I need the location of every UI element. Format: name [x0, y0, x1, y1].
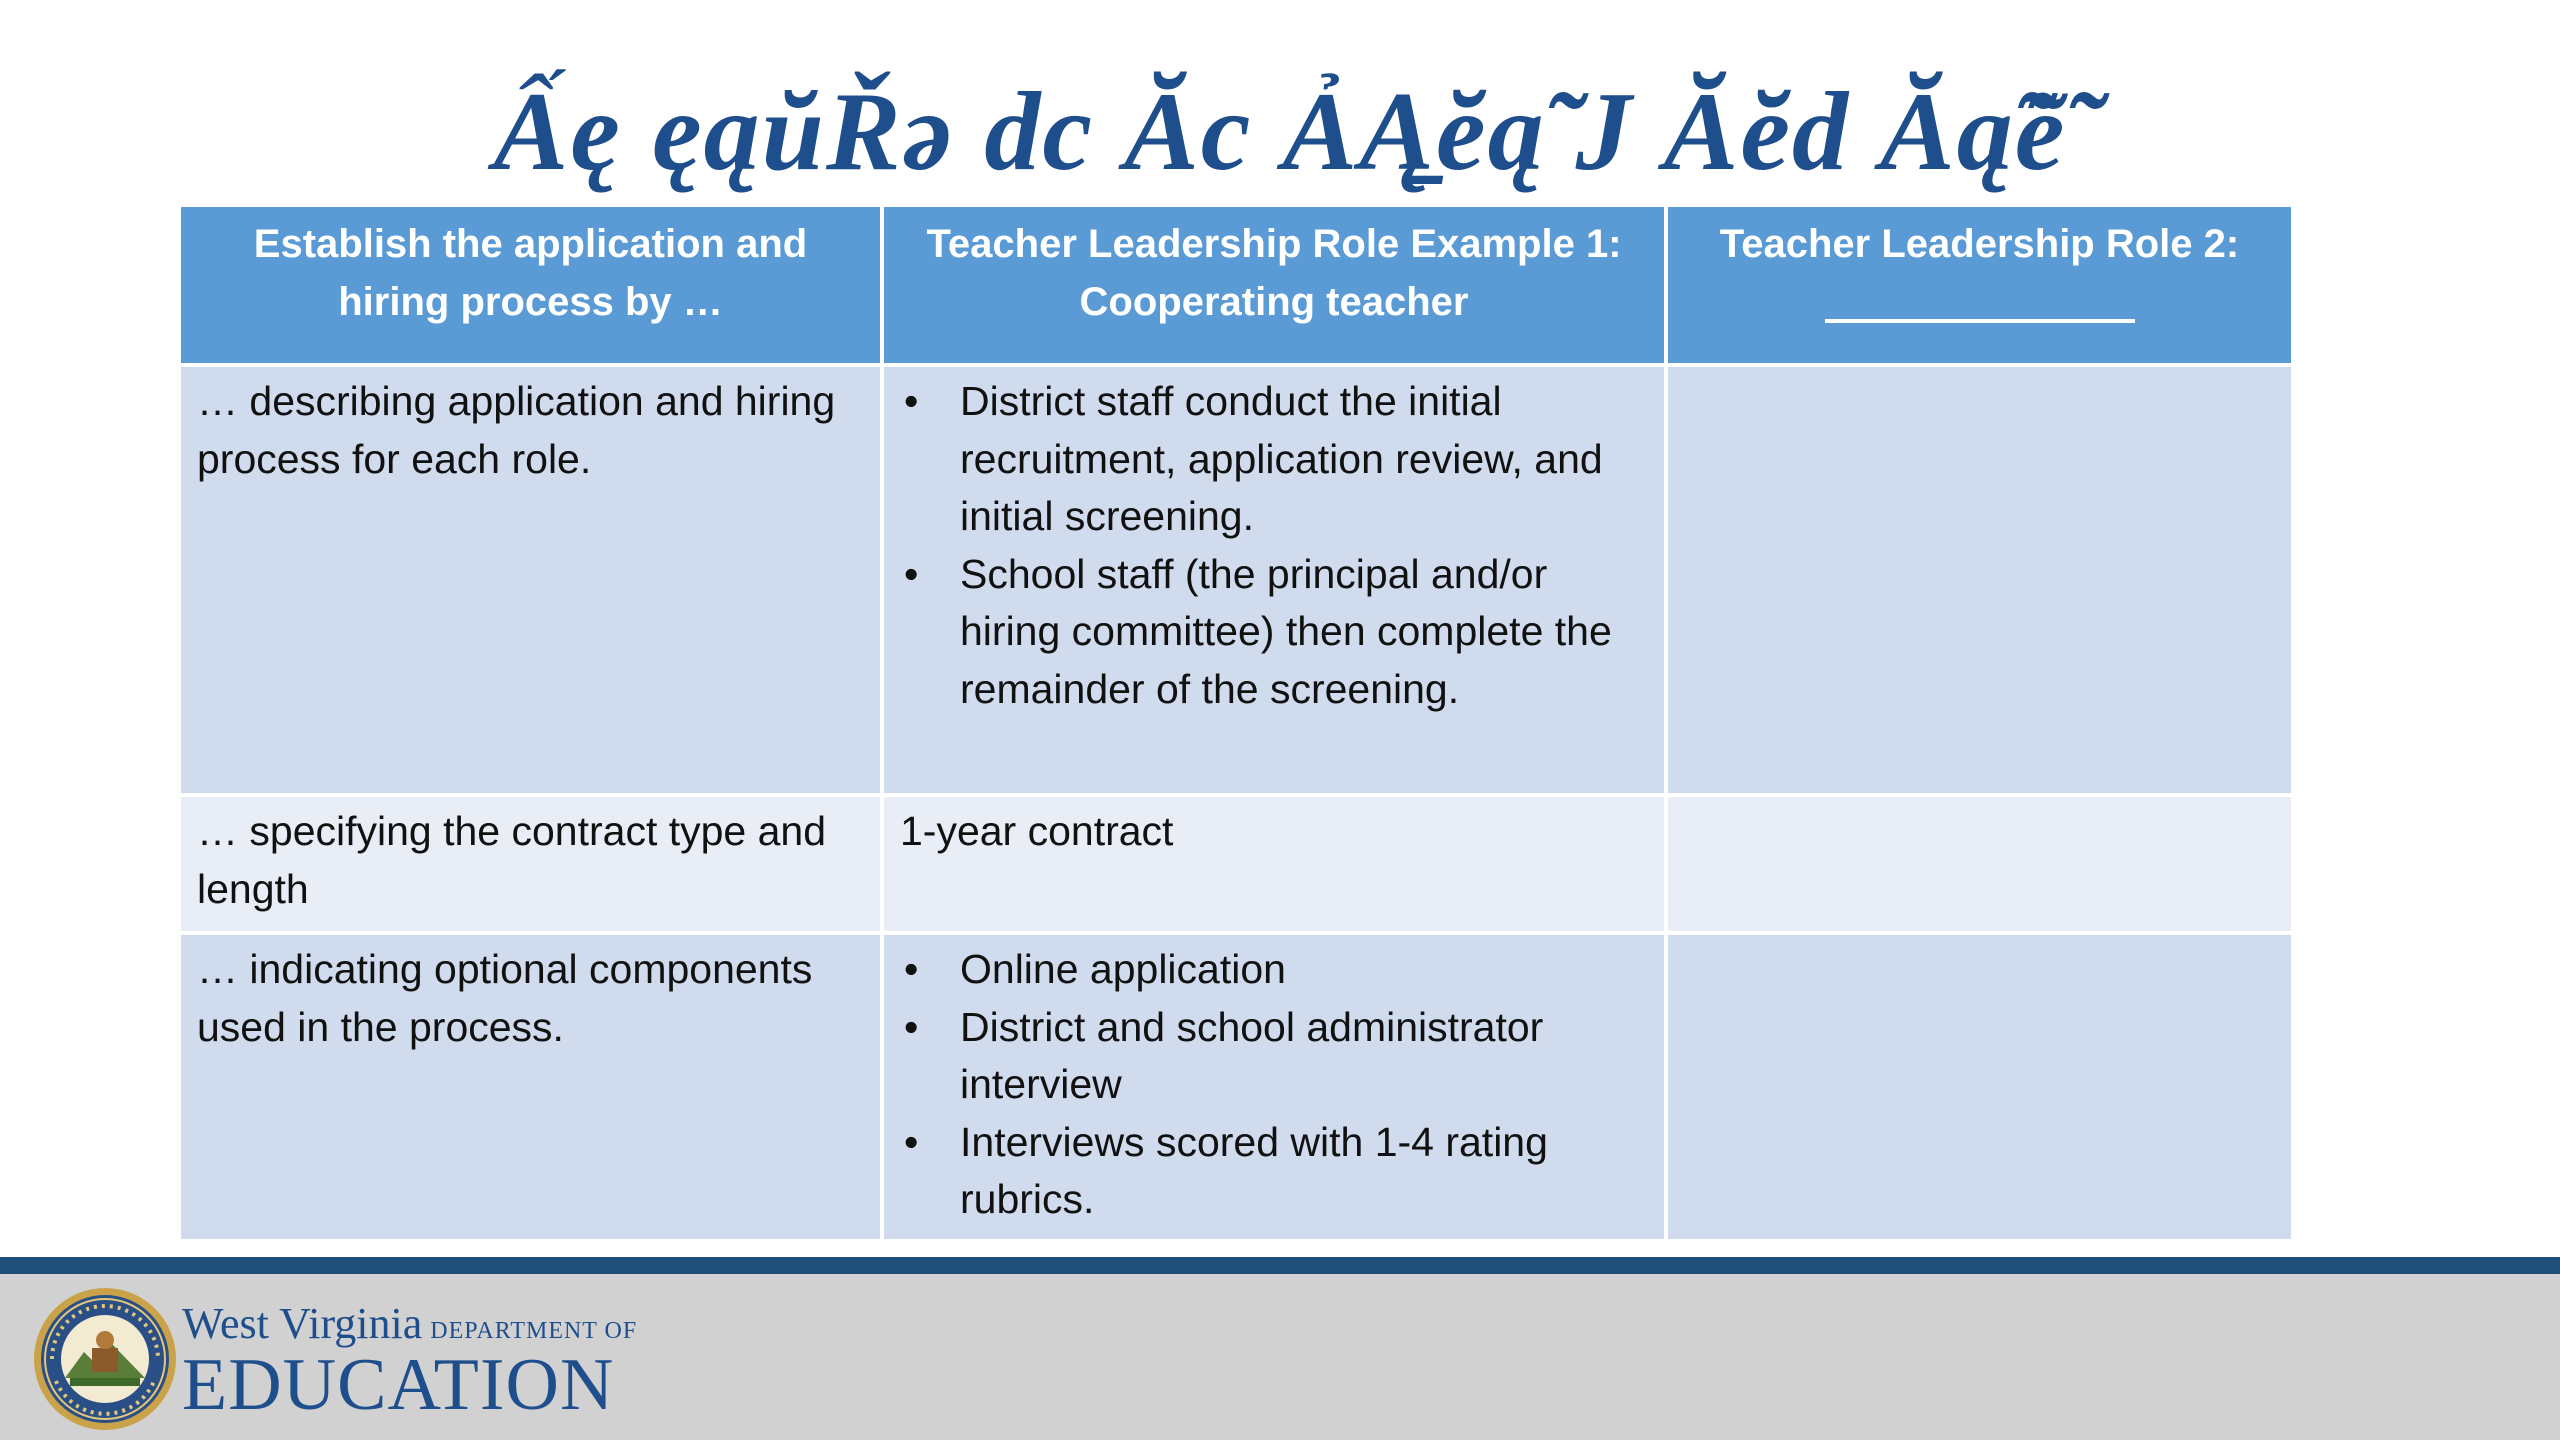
example-bullet-list	[900, 373, 1648, 718]
list-item	[900, 546, 1648, 719]
list-item-text: District staff conduct the initial recruitment, application review, and initial screening.	[960, 378, 1603, 539]
row-label: … specifying the contract type and length	[197, 808, 827, 912]
row-label-cell	[179, 365, 882, 795]
role-2-cell	[1666, 795, 2293, 933]
header-role-2	[1666, 205, 2293, 365]
example-cell	[882, 795, 1666, 933]
bullet-icon: •	[904, 378, 919, 424]
list-item-text: Interviews scored with 1-4 rating rubrics.	[960, 1118, 1548, 1222]
org-name-line2: EDUCATION	[182, 1344, 615, 1426]
list-item	[900, 999, 1648, 1114]
example-cell	[882, 365, 1666, 795]
list-item	[900, 1114, 1648, 1229]
footer	[0, 1274, 2560, 1440]
row-label: … indicating optional components used in the process.	[197, 946, 813, 1050]
list-item	[900, 941, 1648, 999]
role-2-blank-line	[1825, 279, 2135, 323]
table-header-row	[179, 205, 2293, 365]
row-label-cell	[179, 933, 882, 1241]
table-row	[179, 795, 2293, 933]
slide-title: Ấę ęąŭŘə dc Ăc ẢĄ̱ĕą̃ J Ăĕd Ăą̃ẽ̃	[493, 70, 2067, 194]
bullet-icon: •	[904, 946, 919, 992]
application-hiring-table	[177, 203, 2295, 1243]
bullet-icon: •	[904, 550, 919, 597]
example-text: 1-year contract	[900, 808, 1174, 854]
header-role-2-label: Teacher Leadership Role 2:	[1719, 222, 2240, 266]
wv-state-seal-icon	[32, 1286, 178, 1432]
row-label: … describing application and hiring process for each role.	[197, 378, 836, 482]
role-2-cell	[1666, 365, 2293, 795]
table-row	[179, 933, 2293, 1241]
footer-divider-bar	[0, 1257, 2560, 1274]
list-item-text: Online application	[960, 946, 1286, 992]
header-establish-label: Establish the application and hiring process by …	[253, 222, 808, 324]
example-cell	[882, 933, 1666, 1241]
header-role-example-1-label: Teacher Leadership Role Example 1: Cooperating teacher	[926, 222, 1622, 324]
bullet-icon: •	[904, 1118, 919, 1165]
bullet-icon: •	[904, 1003, 919, 1050]
table-row	[179, 365, 2293, 795]
list-item-text: District and school administrator interview	[960, 1003, 1544, 1107]
example-bullet-list	[900, 941, 1648, 1229]
list-item	[900, 373, 1648, 546]
org-name-state: West Virginia	[182, 1299, 423, 1348]
row-label-cell	[179, 795, 882, 933]
role-2-cell	[1666, 933, 2293, 1241]
org-dept-label: DEPARTMENT OF	[430, 1318, 638, 1344]
list-item-text: School staff (the principal and/or hiring committee) then complete the remainder of the screening.	[960, 550, 1612, 712]
header-establish	[179, 205, 882, 365]
header-role-example-1	[882, 205, 1666, 365]
